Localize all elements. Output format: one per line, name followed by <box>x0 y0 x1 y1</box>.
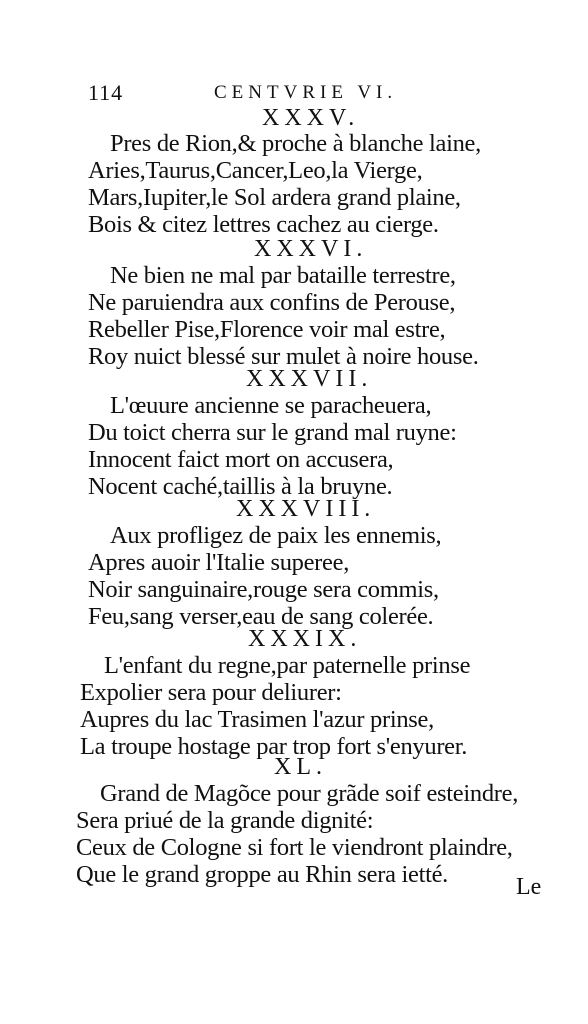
verse-line: Du toict cherra sur le grand mal ruyne: <box>88 419 457 446</box>
page-header <box>88 80 428 110</box>
quatrain-numeral: XXXVII. <box>246 366 373 392</box>
verse-line: Apres auoir l'Italie superee, <box>88 549 350 576</box>
page-number: 114 <box>88 80 124 105</box>
verse-line: Innocent faict mort on accusera, <box>88 446 394 473</box>
running-head: CENTVRIE VI. <box>214 82 398 103</box>
verse-line: Ne bien ne mal par bataille terrestre, <box>110 262 456 289</box>
verse-line: Ne paruiendra aux confins de Perouse, <box>88 289 456 316</box>
verse-line: Grand de Magõce pour grãde soif esteindre, <box>100 780 519 807</box>
verse-line: Feu,sang verser,eau de sang colerée. <box>88 603 434 630</box>
verse-line: Noir sanguinaire,rouge sera commis, <box>88 576 439 603</box>
verse-line: Mars,Iupiter,le Sol ardera grand plaine, <box>88 184 461 211</box>
catchword: Le <box>516 874 542 900</box>
verse-line: Nocent caché,taillis à la bruyne. <box>88 473 393 500</box>
verse-line: Sera priué de la grande dignité: <box>76 807 374 834</box>
verse-line: La troupe hostage par trop fort s'enyurer. <box>80 733 468 760</box>
verse-line: Pres de Rion,& proche à blanche laine, <box>110 130 481 157</box>
verse-line: Bois & citez lettres cachez au cierge. <box>88 211 439 238</box>
quatrain-numeral: XXXV. <box>262 105 360 131</box>
verse-line: Rebeller Pise,Florence voir mal estre, <box>88 316 446 343</box>
verse-line: Ceux de Cologne si fort le viendront plaindre, <box>76 834 513 861</box>
verse-line: Aupres du lac Trasimen l'azur prinse, <box>80 706 434 733</box>
verse-line: Roy nuict blessé sur mulet à noire house. <box>88 343 479 370</box>
verse-line: L'œuure ancienne se paracheuera, <box>110 392 432 419</box>
quatrain-numeral: XXXVIII. <box>236 496 376 522</box>
quatrain-numeral: XXXVI. <box>254 236 368 262</box>
verse-line: L'enfant du regne,par paternelle prinse <box>104 652 471 679</box>
verse-line: Aux profligez de paix les ennemis, <box>110 522 442 549</box>
quatrain-numeral: XL. <box>274 754 327 780</box>
verse-line: Que le grand groppe au Rhin sera ietté. <box>76 861 448 888</box>
verse-line: Aries,Taurus,Cancer,Leo,la Vierge, <box>88 157 423 184</box>
quatrain-numeral: XXXIX. <box>248 626 362 652</box>
verse-line: Expolier sera pour deliurer: <box>80 679 342 706</box>
